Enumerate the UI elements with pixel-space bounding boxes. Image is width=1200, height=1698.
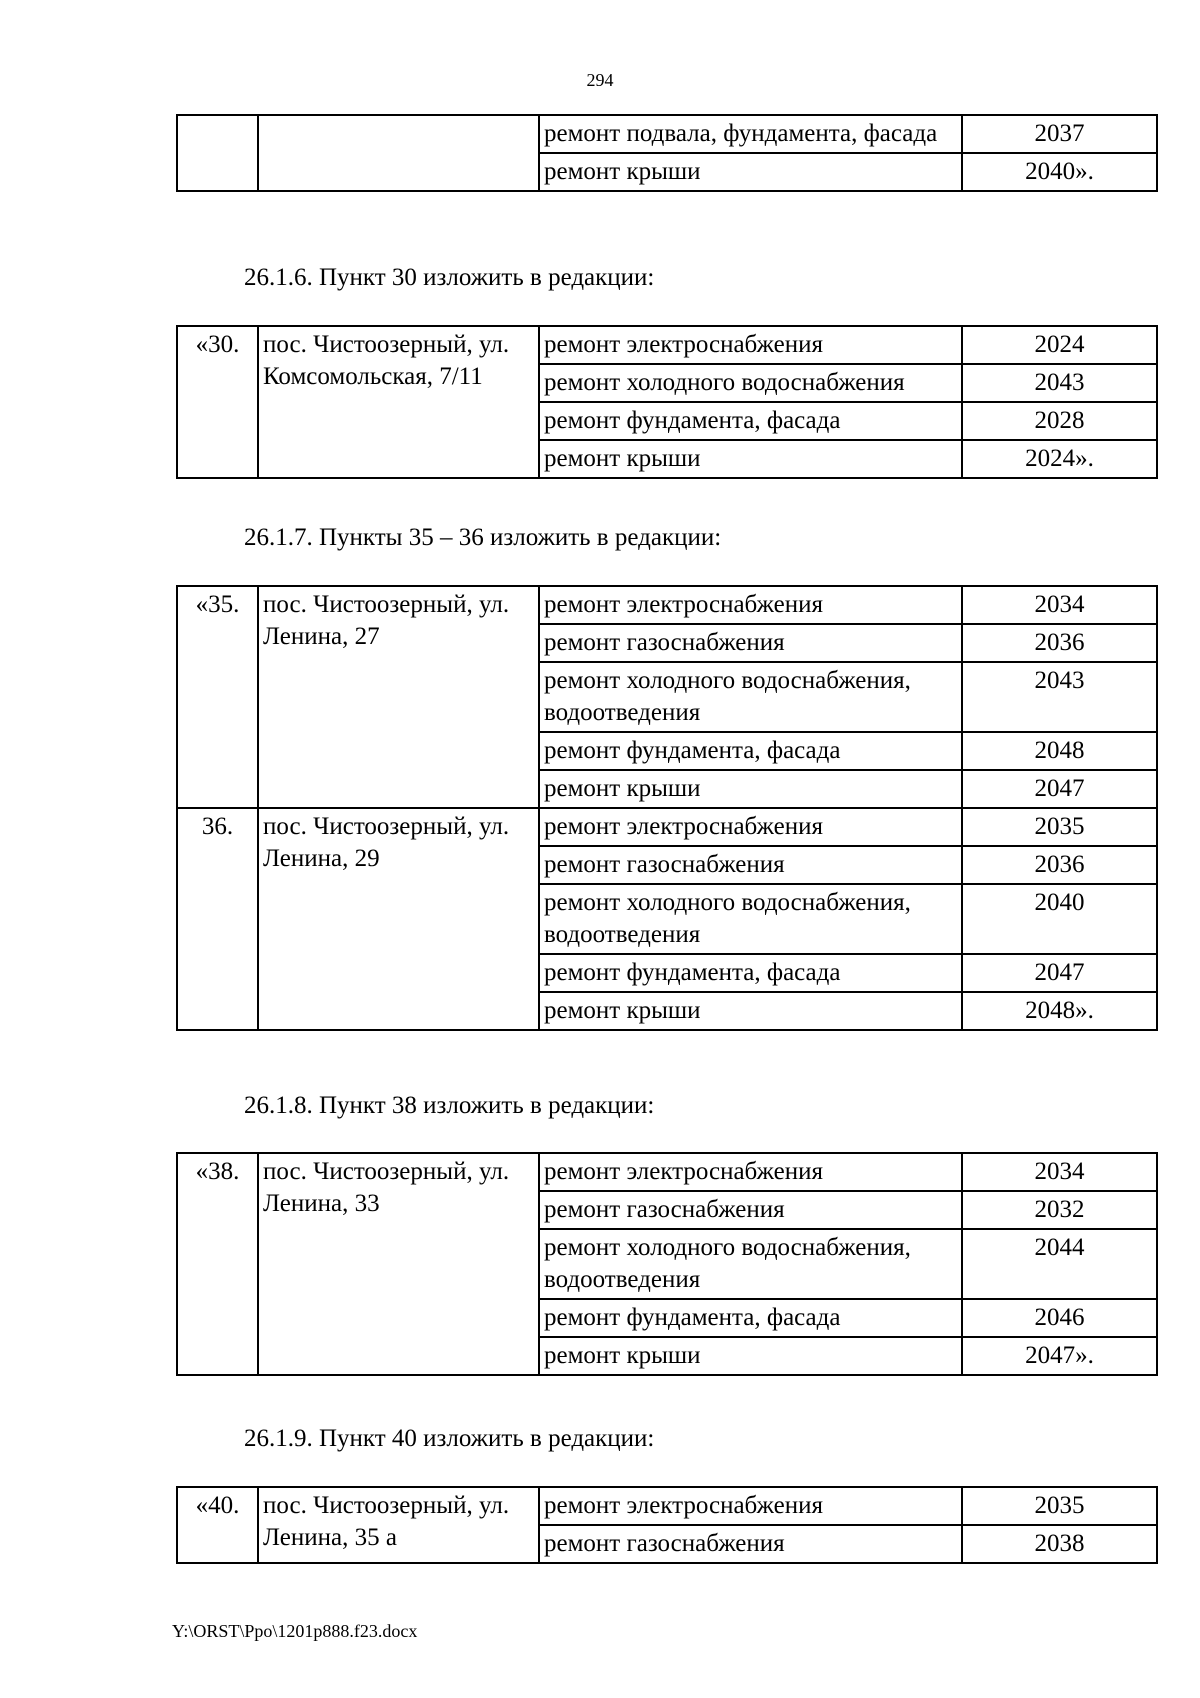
work-type-cell: ремонт электроснабжения [539,1153,962,1191]
page-number: 294 [586,70,614,90]
work-type-cell: ремонт газоснабжения [539,1525,962,1563]
work-type-cell: ремонт фундамента, фасада [539,954,962,992]
year-cell: 2036 [962,624,1157,662]
year-cell: 2048». [962,992,1157,1030]
work-type-cell: ремонт холодного водоснабжения, водоотведения [539,662,962,732]
address-cell: пос. Чистоозерный, ул. Ленина, 33 [258,1153,539,1375]
year-cell: 2035 [962,808,1157,846]
year-cell: 2040 [962,884,1157,954]
year-cell: 2047 [962,954,1157,992]
work-type-cell: ремонт электроснабжения [539,586,962,624]
work-type-cell: ремонт крыши [539,153,962,191]
item-number-cell: 36. [177,808,258,1030]
section-heading-26-1-8: 26.1.8. Пункт 38 изложить в редакции: [244,1092,655,1119]
item-number-cell: «35. [177,586,258,808]
year-cell: 2046 [962,1299,1157,1337]
work-type-cell: ремонт газоснабжения [539,1191,962,1229]
year-cell: 2038 [962,1525,1157,1563]
work-type-cell: ремонт фундамента, фасада [539,732,962,770]
work-type-cell: ремонт газоснабжения [539,846,962,884]
year-cell: 2047». [962,1337,1157,1375]
section-heading-26-1-9: 26.1.9. Пункт 40 изложить в редакции: [244,1425,655,1452]
work-type-cell: ремонт фундамента, фасада [539,1299,962,1337]
address-cell: пос. Чистоозерный, ул. Ленина, 29 [258,808,539,1030]
work-type-cell: ремонт крыши [539,770,962,808]
year-cell: 2040». [962,153,1157,191]
work-type-cell: ремонт крыши [539,1337,962,1375]
work-type-cell: ремонт электроснабжения [539,808,962,846]
work-type-cell: ремонт электроснабжения [539,326,962,364]
address-cell: пос. Чистоозерный, ул. Ленина, 27 [258,586,539,808]
address-cell: пос. Чистоозерный, ул. Ленина, 35 а [258,1487,539,1563]
table-row [177,1153,1157,1191]
year-cell: 2035 [962,1487,1157,1525]
item-number-cell [177,115,258,191]
table-row [177,115,1157,153]
work-type-cell: ремонт газоснабжения [539,624,962,662]
work-type-cell: ремонт холодного водоснабжения [539,364,962,402]
year-cell: 2043 [962,364,1157,402]
year-cell: 2024 [962,326,1157,364]
works-table-item-30 [176,325,1158,479]
year-cell: 2034 [962,586,1157,624]
work-type-cell: ремонт холодного водоснабжения, водоотведения [539,1229,962,1299]
work-type-cell: ремонт крыши [539,992,962,1030]
year-cell: 2043 [962,662,1157,732]
table-row [177,1487,1157,1525]
section-heading-26-1-7: 26.1.7. Пункты 35 – 36 изложить в редакции: [244,524,722,551]
table-row [177,586,1157,624]
year-cell: 2047 [962,770,1157,808]
work-type-cell: ремонт фундамента, фасада [539,402,962,440]
year-cell: 2036 [962,846,1157,884]
works-table-item-40 [176,1486,1158,1564]
document-file-path: Y:\ORST\Ppo\1201p888.f23.docx [172,1621,418,1641]
year-cell: 2024». [962,440,1157,478]
year-cell: 2048 [962,732,1157,770]
address-cell: пос. Чистоозерный, ул. Комсомольская, 7/11 [258,326,539,478]
item-number-cell: «30. [177,326,258,478]
works-table-item-38 [176,1152,1158,1376]
year-cell: 2028 [962,402,1157,440]
item-number-cell: «38. [177,1153,258,1375]
year-cell: 2032 [962,1191,1157,1229]
works-table-continuation [176,114,1158,192]
year-cell: 2037 [962,115,1157,153]
work-type-cell: ремонт холодного водоснабжения, водоотведения [539,884,962,954]
table-row [177,326,1157,364]
work-type-cell: ремонт электроснабжения [539,1487,962,1525]
work-type-cell: ремонт подвала, фундамента, фасада [539,115,962,153]
work-type-cell: ремонт крыши [539,440,962,478]
section-heading-26-1-6: 26.1.6. Пункт 30 изложить в редакции: [244,264,655,291]
table-row [177,808,1157,846]
works-table-items-35-36 [176,585,1158,1031]
item-number-cell: «40. [177,1487,258,1563]
year-cell: 2044 [962,1229,1157,1299]
address-cell [258,115,539,191]
year-cell: 2034 [962,1153,1157,1191]
